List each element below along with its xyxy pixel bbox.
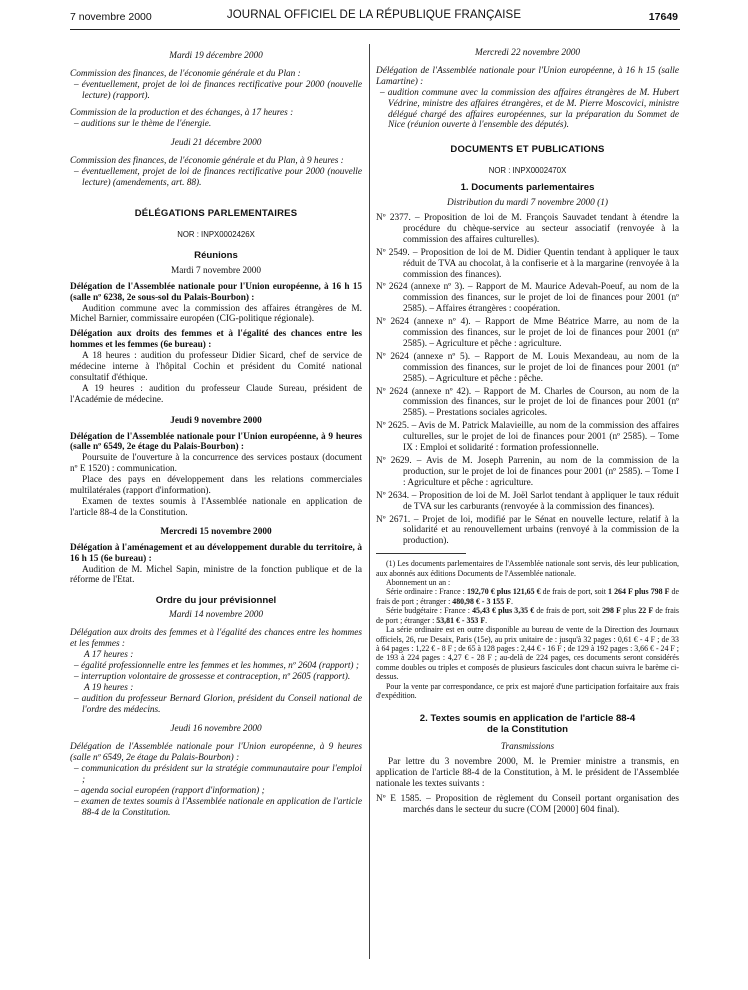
document-list [376, 213, 679, 547]
document-entry [376, 456, 679, 489]
document-text: – Rapport de M. Charles de Courson, au nom de la commission des finances, sur le projet de loi de finances pour 2001 (nº 2585). – Prestations sociales agricoles. [403, 386, 679, 419]
document-entry [376, 794, 679, 816]
agenda-item: – égalité professionnelle entre les femmes et les hommes, nº 2604 (rapport) ; [74, 660, 359, 671]
right-column [376, 48, 679, 818]
meeting-text: Audition de M. Michel Sapin, ministre de la fonction publique et de la réforme de l'Etat. [70, 564, 362, 586]
document-number: Nº 2377. [376, 212, 411, 223]
agenda-item: – éventuellement, projet de loi de finances rectificative pour 2000 (nouvelle lecture) (rapport). [74, 79, 362, 101]
footnote [376, 559, 679, 700]
document-entry [376, 515, 679, 548]
document-text: – Proposition de loi de M. Joël Sarlot tendant à appliquer le taux réduit de TVA sur les carburants (renvoyée à la commission des finances). [403, 490, 679, 512]
column-divider [369, 44, 370, 959]
agenda-item: – interruption volontaire de grossesse et contraception, nº 2605 (rapport). [74, 671, 351, 682]
nor-reference: NOR : INPX0002426X [177, 229, 255, 239]
delegation-heading: Délégation aux droits des femmes et à l'égalité des chances entre les hommes et les femmes (6e bureau) : [70, 329, 362, 351]
meeting-text: Audition commune avec la commission des affaires étrangères de M. Michel Barnier, commissaire européen (CIG-politique régionale). [70, 303, 362, 325]
date-heading: Mardi 19 décembre 2000 [169, 51, 263, 61]
distribution-heading: Distribution du mardi 7 novembre 2000 (1) [447, 198, 608, 209]
header-rule [70, 29, 680, 30]
delegation-heading: Délégation aux droits des femmes et à l'égalité des chances entre les hommes et les femmes : [70, 628, 362, 650]
subsection-title: Ordre du jour prévisionnel [155, 595, 277, 607]
document-number: Nº 2549. [376, 247, 410, 258]
document-text: – Avis de M. Patrick Malavieille, au nom de la commission des affaires culturelles, sur le projet de loi de finances pour 2001 (nº 2585). – Tome IX : Emploi et solidarité : formation professionnelle. [403, 421, 680, 454]
subsection-title-line2: de la Constitution [486, 724, 568, 736]
agenda-item: – éventuellement, projet de loi de finances rectificative pour 2000 (nouvelle lecture) (amendements, art. 88). [74, 167, 362, 189]
date-heading: Jeudi 21 décembre 2000 [170, 138, 262, 149]
delegation-heading: Délégation de l'Assemblée nationale pour l'Union européenne, à 16 h 15 (salle Lamartine) : [376, 65, 679, 87]
document-entry [376, 421, 679, 454]
document-number: Nº 2624 (annexe nº 4). [376, 317, 471, 328]
page-header [70, 8, 678, 26]
section-title: DOCUMENTS ET PUBLICATIONS [450, 144, 605, 156]
header-date: 7 novembre 2000 [70, 11, 152, 23]
commission-heading: Commission des finances, de l'économie générale et du Plan : [70, 68, 301, 79]
meeting-text: Examen de textes soumis à l'Assemblée nationale en application de l'article 88-4 de la Constitution. [70, 497, 362, 518]
agenda-item: – agenda social européen (rapport d'information) ; [74, 785, 265, 796]
document-entry [376, 248, 679, 281]
header-page-number: 17649 [648, 11, 678, 23]
document-number: Nº 2625. [376, 421, 410, 432]
document-text: – Rapport de M. Maurice Adevah-Poeuf, au nom de la commission des finances, sur le projet de loi de finances pour 2001 (nº 2585). – Affaires étrangères : coopération. [403, 282, 679, 315]
commission-heading: Commission de la production et des échanges, à 17 heures : [70, 107, 294, 118]
document-text: – Proposition de loi de M. Didier Quentin tendant à appliquer le taux réduit de TVA au chocolat, à la confiserie et à la margarine (renvoyée à la commission des finances). [403, 247, 680, 280]
footnote-rule [376, 553, 466, 554]
subsection-title: 2. Textes soumis en application de l'article 88-4 [419, 713, 636, 725]
document-number: Nº 2624 (annexe nº 3). [376, 282, 465, 293]
document-text: – Proposition de loi de M. François Sauvadet tendant à étendre la procédure du chèque-service au secteur associatif (renvoyée à la commission des affaires culturelles). [403, 212, 680, 245]
document-entry [376, 213, 679, 246]
left-column [70, 48, 362, 819]
meeting-text: A 19 heures : audition du professeur Claude Sureau, président de l'Académie de médecine. [70, 383, 362, 405]
document-text: – Avis de M. Joseph Parrenin, au nom de la commission de la production, sur le projet de loi de finances pour 2001 (nº 2585). – Tome I : Agriculture et pêche : agriculture. [403, 456, 679, 488]
footnote-text: (1) Les documents parlementaires de l'Assemblée nationale sont servis, dès leur publication, aux abonnés aux éditions Documents de l'Assemblée nationale. [376, 559, 679, 578]
subsection-title: Réunions [194, 249, 238, 261]
meeting-text: Place des pays en développement dans les relations commerciales multilatérales (rapport d'information). [70, 475, 362, 497]
document-text: – Rapport de M. Louis Mexandeau, au nom de la commission des finances, sur le projet de loi de finances pour 2001 (nº 2585). – Agriculture et pêche : pêche. [403, 351, 680, 384]
delegation-heading: Délégation de l'Assemblée nationale pour l'Union européenne, à 16 h 15 (salle nº 6238, 2e sous-sol du Palais-Bourbon) : [70, 281, 362, 303]
document-entry [376, 491, 679, 513]
agenda-item: – examen de textes soumis à l'Assemblée nationale en application de l'article 88-4 de la Constitution. [74, 796, 362, 818]
date-heading: Mercredi 22 novembre 2000 [474, 48, 581, 58]
agenda-item: – auditions sur le thème de l'énergie. [74, 118, 212, 129]
footnote-text: Série ordinaire : France : 192,70 € plus 121,65 € de frais de port, soit 1 264 F plus 798 F de frais de port ; étranger : 480,98 € - 3 155 F. [376, 587, 679, 606]
document-number: Nº 2624 (annexe nº 42). [376, 386, 472, 397]
transmission-letter: Par lettre du 3 novembre 2000, M. le Premier ministre a transmis, en application de l'article 88-4 de la Constitution, à M. le président de l'Assemblée nationale les textes suivants : [376, 757, 679, 789]
date-heading: Mardi 7 novembre 2000 [170, 265, 262, 276]
time-heading: A 19 heures : [84, 682, 134, 693]
commission-heading: Commission des finances, de l'économie générale et du Plan, à 9 heures : [70, 156, 344, 167]
document-number: Nº 2624 (annexe nº 5). [376, 351, 471, 362]
delegation-heading: Délégation à l'aménagement et au développement durable du territoire, à 16 h 15 (6e bureau) : [70, 542, 362, 564]
document-number: Nº E 1585. [376, 793, 422, 804]
document-number: Nº 2634. [376, 490, 410, 501]
footnote-text: Pour la vente par correspondance, ce prix est majoré d'une participation forfaitaire aux frais d'expédition. [376, 681, 679, 700]
nor-reference: NOR : INPX0002470X [488, 166, 567, 176]
footnote-text: Série budgétaire : France : 45,43 € plus 3,35 € de frais de port, soit 298 F plus 22 F de frais de port ; étranger : 53,81 € - 353 F. [376, 606, 679, 625]
document-number: Nº 2629. [376, 456, 412, 466]
time-heading: A 17 heures : [84, 649, 134, 660]
document-text: – Proposition de règlement du Conseil portant organisation des marchés dans le secteur du sucre (COM [2000] 604 final). [403, 793, 679, 815]
date-heading: Mardi 14 novembre 2000 [168, 610, 264, 621]
date-heading: Jeudi 9 novembre 2000 [170, 415, 262, 426]
date-heading: Jeudi 16 novembre 2000 [170, 724, 262, 735]
document-entry [376, 387, 679, 420]
section-title: DÉLÉGATIONS PARLEMENTAIRES [134, 208, 298, 220]
agenda-item: – communication du président sur la stratégie communautaire pour l'emploi ; [74, 764, 362, 786]
document-text: – Projet de loi, modifié par le Sénat en nouvelle lecture, relatif à la solidarité et au renouvellement urbains (renvoyé à la commission de la production). [403, 514, 680, 547]
meeting-text: A 18 heures : audition du professeur Didier Sicard, chef de service de médecine interne à l'hôpital Cochin et président du Comité national consultatif d'éthique. [70, 351, 362, 383]
date-heading: Mercredi 15 novembre 2000 [160, 526, 272, 537]
delegation-heading: Délégation de l'Assemblée nationale pour l'Union européenne, à 9 heures (salle nº 6549, 2e étage du Palais-Bourbon) : [70, 742, 362, 764]
document-entry [376, 317, 679, 350]
delegation-heading: Délégation de l'Assemblée nationale pour l'Union européenne, à 9 heures (salle nº 6549, 2e étage du Palais-Bourbon) : [70, 431, 362, 453]
meeting-text: Poursuite de l'ouverture à la concurrence des services postaux (document nº E 1520) : communication. [70, 453, 362, 475]
footnote-text: Abonnement un an : [386, 578, 451, 588]
document-entry [376, 282, 679, 315]
footnote-text: La série ordinaire est en outre disponible au bureau de vente de la Direction des Journaux officiels, 26, rue Desaix, Paris (15e), au prix unitaire de : jusqu'à 32 pages : 0,61 € - 4 F ; de 33 à 64 pages : 1,22 € - 8 F ; de 65 à 128 pages : 2,44 € - 16 F ; de 129 à 192 pages : 3,66 € - 24 F ; de 193 à 224 pages : 4,27 € - 28 F ; au-delà de 224 pages, ces documents seront considérés comme doubles ou triples et composés de plusieurs fascicules dont chacun suivra le barème ci-dessus. [376, 625, 679, 682]
agenda-item: – audition commune avec la commission des affaires étrangères de M. Hubert Védrine, ministre des affaires étrangères, et de M. Pierre Moscovici, ministre délégué chargé des affaires européennes, sur la préparation du Sommet de Nice (réunion ouverte à l'ensemble des députés). [380, 87, 679, 131]
header-title: JOURNAL OFFICIEL DE LA RÉPUBLIQUE FRANÇAISE [226, 9, 522, 21]
document-text: – Rapport de Mme Béatrice Marre, au nom de la commission des finances, sur le projet de loi de finances pour 2001 (nº 2585). – Agriculture et pêche : agriculture. [403, 317, 679, 349]
document-entry [376, 352, 679, 385]
subsection-title: 1. Documents parlementaires [460, 182, 595, 194]
agenda-item: – audition du professeur Bernard Glorion, président du Conseil national de l'ordre des médecins. [74, 693, 362, 715]
document-number: Nº 2671. [376, 514, 411, 525]
transmissions-heading: Transmissions [500, 742, 555, 753]
